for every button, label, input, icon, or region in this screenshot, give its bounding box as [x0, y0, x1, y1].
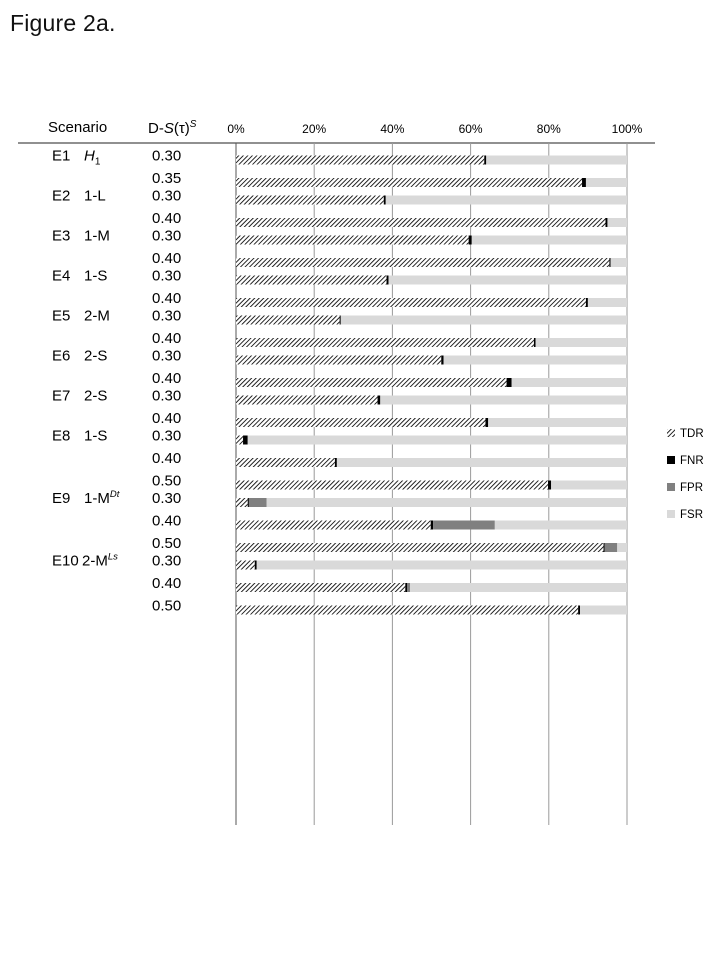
bar-segment-fnr	[586, 298, 588, 307]
threshold-value: 0.30	[152, 552, 182, 570]
bar-segment-fnr	[548, 481, 551, 490]
bar-segment-tdr	[236, 583, 405, 592]
threshold-value: 0.30	[152, 307, 182, 325]
bar-segment-fnr	[255, 561, 257, 570]
threshold-value: 0.40	[152, 512, 182, 530]
legend-swatch-fnr	[667, 456, 675, 464]
figure-title: Figure 2a.	[10, 10, 116, 36]
threshold-value: 0.40	[152, 250, 182, 267]
bar-segment-tdr	[236, 196, 384, 205]
scenario-model: 1-S	[84, 427, 108, 445]
legend-swatch-fpr	[667, 483, 675, 491]
scenario-model: $2-M^{Ls}$	[82, 551, 118, 570]
bar-segment-tdr	[236, 298, 586, 307]
threshold-header: $D-S(\tau)^S$	[148, 119, 197, 137]
bar-segment-fnr	[387, 276, 389, 285]
bar-segment-fnr	[441, 356, 443, 365]
x-tick-label: 20%	[302, 122, 327, 136]
scenario-id: E2	[52, 187, 71, 205]
x-tick-label: 80%	[536, 122, 561, 136]
scenario-header: Scenario	[48, 119, 108, 136]
x-tick-label: 40%	[380, 122, 405, 136]
bar-segment-fsr	[248, 436, 627, 445]
threshold-value: 0.50	[152, 597, 182, 615]
bar-segment-fsr	[588, 298, 627, 307]
scenario-id: E3	[52, 227, 71, 245]
bar-segment-fnr	[582, 178, 586, 187]
threshold-value: 0.40	[152, 575, 182, 592]
bar-segment-fnr	[340, 316, 341, 325]
bar-segment-fsr	[617, 543, 627, 552]
scenario-id: E5	[52, 307, 71, 325]
bars	[236, 156, 627, 615]
bar-segment-fsr	[512, 378, 627, 387]
bar-segment-fnr	[609, 258, 610, 267]
x-tick-label: 60%	[458, 122, 483, 136]
scenario-id: E1	[52, 147, 71, 165]
bar-segment-fsr	[580, 606, 627, 615]
threshold-value: 0.30	[152, 187, 182, 205]
scenario-id: E4	[52, 267, 71, 285]
threshold-value: 0.40	[152, 410, 182, 427]
bar-segment-fnr	[604, 543, 605, 552]
threshold-value: 0.40	[152, 330, 182, 347]
scenario-model: 2-S	[84, 387, 108, 405]
threshold-value: 0.30	[152, 227, 182, 245]
bar-segment-tdr	[236, 543, 604, 552]
bar-segment-tdr	[236, 338, 534, 347]
bar-segment-tdr	[236, 396, 378, 405]
bar-segment-fnr	[484, 156, 486, 165]
bar-segment-fsr	[488, 418, 627, 427]
scenario-model: 2-M	[84, 307, 110, 325]
x-axis-ticks	[227, 122, 642, 136]
bar-segment-tdr	[236, 481, 548, 490]
bar-segment-tdr	[236, 156, 484, 165]
bar-segment-fnr	[384, 196, 386, 205]
bar-segment-tdr	[236, 418, 485, 427]
bar-segment-fsr	[472, 236, 627, 245]
scenario-model: 1-S	[84, 267, 108, 285]
bar-segment-tdr	[236, 178, 582, 187]
bar-segment-tdr	[236, 606, 578, 615]
threshold-value: 0.30	[152, 267, 182, 285]
scenario-id: E9	[52, 490, 71, 507]
threshold-value: 0.40	[152, 370, 182, 387]
scenario-model: 2-S	[84, 347, 108, 365]
row-labels	[52, 148, 181, 615]
scenario-id: E7	[52, 387, 71, 405]
bar-segment-fsr	[486, 156, 627, 165]
bar-segment-fsr	[495, 521, 627, 530]
bar-segment-fnr	[578, 606, 580, 615]
legend-label-fpr: FPR	[680, 482, 703, 494]
legend	[667, 428, 704, 521]
legend-label-fnr: FNR	[680, 455, 704, 467]
legend-label-fsr: FSR	[680, 509, 703, 521]
scenario-id: E6	[52, 347, 71, 365]
bar-segment-fpr	[249, 498, 267, 507]
bar-segment-tdr	[236, 521, 431, 530]
bar-segment-tdr	[236, 218, 605, 227]
bar-segment-fsr	[337, 458, 627, 467]
threshold-value: 0.50	[152, 535, 182, 552]
bar-segment-fsr	[341, 316, 627, 325]
bar-segment-tdr	[236, 498, 248, 507]
bar-segment-tdr	[236, 458, 335, 467]
bar-segment-fsr	[380, 396, 627, 405]
bar-segment-fnr	[534, 338, 536, 347]
bar-segment-fsr	[257, 561, 627, 570]
bar-segment-fnr	[243, 436, 248, 445]
threshold-value: 0.30	[152, 387, 182, 405]
threshold-value: 0.30	[152, 347, 182, 365]
bar-segment-fsr	[551, 481, 627, 490]
bar-segment-tdr	[236, 236, 469, 245]
bar-segment-fnr	[469, 236, 472, 245]
scenario-model: $H_1$	[84, 147, 101, 168]
bar-segment-fnr	[605, 218, 607, 227]
bar-segment-fnr	[507, 378, 512, 387]
threshold-value: 0.40	[152, 450, 182, 467]
bar-segment-fsr	[444, 356, 627, 365]
legend-swatch-fsr	[667, 510, 675, 518]
threshold-value: 0.40	[152, 290, 182, 307]
bar-segment-fpr	[433, 521, 495, 530]
bar-segment-fsr	[536, 338, 627, 347]
bar-segment-tdr	[236, 258, 609, 267]
bar-segment-fsr	[607, 218, 627, 227]
bar-segment-fsr	[611, 258, 627, 267]
bar-segment-fsr	[410, 583, 627, 592]
x-tick-label: 100%	[611, 122, 643, 136]
bar-segment-fnr	[431, 521, 433, 530]
bar-segment-tdr	[236, 561, 255, 570]
bar-segment-fsr	[386, 196, 627, 205]
bar-segment-tdr	[236, 316, 340, 325]
threshold-value: 0.30	[152, 490, 182, 507]
bar-segment-fsr	[586, 178, 627, 187]
bar-segment-fnr	[485, 418, 488, 427]
scenario-id: E8	[52, 427, 71, 445]
scenario-model: 1-M	[84, 227, 110, 245]
threshold-value: 0.30	[152, 427, 182, 445]
bar-segment-fsr	[388, 276, 627, 285]
bar-segment-fpr	[407, 583, 410, 592]
x-tick-label: 0%	[227, 122, 245, 136]
scenario-id: E10	[52, 552, 79, 570]
legend-label-tdr: TDR	[680, 428, 704, 440]
bar-segment-fnr	[378, 396, 381, 405]
scenario-model: 1-L	[84, 187, 106, 205]
scenario-model: $1-M^{Dt}$	[84, 489, 120, 507]
bar-segment-tdr	[236, 378, 507, 387]
threshold-value: 0.40	[152, 210, 182, 227]
threshold-value: 0.50	[152, 472, 182, 490]
bar-segment-fnr	[405, 583, 407, 592]
bar-segment-fnr	[248, 498, 249, 507]
threshold-value: 0.35	[152, 170, 182, 187]
bar-segment-fnr	[335, 458, 337, 467]
bar-segment-fsr	[266, 498, 627, 507]
threshold-value: 0.30	[152, 147, 182, 165]
bar-segment-tdr	[236, 436, 243, 445]
bar-segment-tdr	[236, 356, 441, 365]
bar-segment-tdr	[236, 276, 387, 285]
legend-swatch-tdr	[667, 429, 675, 437]
bar-segment-fpr	[605, 543, 618, 552]
